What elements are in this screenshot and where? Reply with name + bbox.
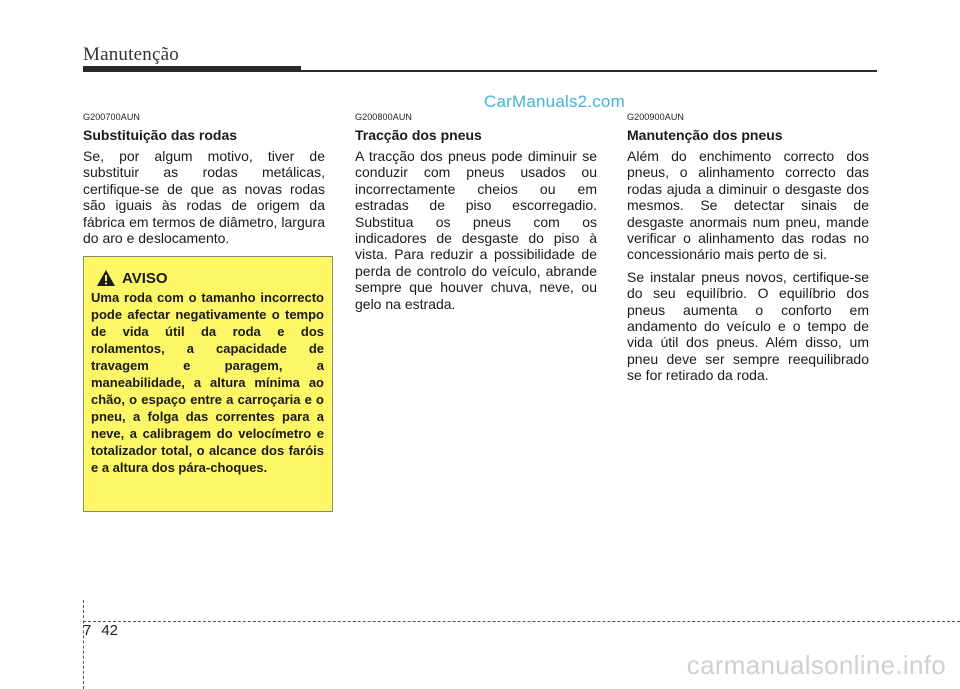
- header-rule-thick: [83, 66, 301, 72]
- warning-box: [83, 256, 333, 512]
- column-3: [627, 112, 869, 390]
- page-header-title: Manutenção: [83, 44, 179, 65]
- section-code: G200700AUN: [83, 112, 141, 122]
- column-2: [355, 112, 597, 318]
- section-code: G200800AUN: [355, 112, 413, 122]
- column-1: [83, 112, 325, 252]
- warning-title: AVISO: [122, 269, 168, 287]
- section-paragraph: Se, por algum motivo, tiver de substituir as rodas metálicas, certifique-se de que as novas rodas são iguais às rodas de origem da fábrica em termos de diâmetro, largura do aro e deslocamento.: [83, 148, 325, 247]
- section-heading: Substituição das rodas: [83, 127, 238, 143]
- warning-header: [96, 269, 324, 287]
- section-paragraph: Se instalar pneus novos, certifique-se do seu equilíbrio. O equilíbrio dos pneus aumenta o conforto em andamento do veículo e o tempo de vida útil dos pneus. Além disso, um pneu deve ser sempre reequilibrado se for retirado da roda.: [627, 268, 869, 384]
- footer-divider-horizontal: [83, 621, 960, 622]
- footer-divider-vertical: [83, 600, 84, 689]
- warning-triangle-icon: [96, 269, 116, 287]
- section-code: G200900AUN: [627, 112, 685, 122]
- chapter-number: 7: [83, 622, 92, 639]
- watermark-bottom: carmanualsonline.info: [686, 650, 946, 680]
- section-paragraph: A tracção dos pneus pode diminuir se conduzir com pneus usados ou incorrectamente cheios ou em estradas de piso escorregadio. Substitua os pneus com os indicadores de desgaste do piso à vista. Para reduzir a possibilidade de perda de controlo do veículo, abrande sempre que houver chuva, neve, ou gelo na estrada.: [355, 148, 597, 312]
- header-rule-thin: [301, 70, 877, 72]
- page-number-value: 42: [101, 622, 119, 639]
- watermark-top: CarManuals2.com: [484, 92, 625, 111]
- section-paragraph: Além do enchimento correcto dos pneus, o alinhamento correcto das rodas ajuda a diminuir o desgaste dos mesmos. Se detectar sinais de desgaste anormais num pneu, mande verificar o alinhamento das rodas no concessionário mais perto de si.: [627, 148, 869, 263]
- page-number: [83, 622, 118, 639]
- section-heading: Tracção dos pneus: [355, 127, 482, 143]
- warning-text: Uma roda com o tamanho incorrecto pode afectar negativamente o tempo de vida útil da roda e dos rolamentos, a capacidade de travagem e paragem, a maneabilidade, a altura mínima ao chão, o espaço entre a carroçaria e o pneu, a folga das correntes para a neve, a calibragem do velocímetro e totalizador total, o alcance dos faróis e a altura dos pára-choques.: [91, 290, 324, 475]
- section-heading: Manutenção dos pneus: [627, 127, 783, 143]
